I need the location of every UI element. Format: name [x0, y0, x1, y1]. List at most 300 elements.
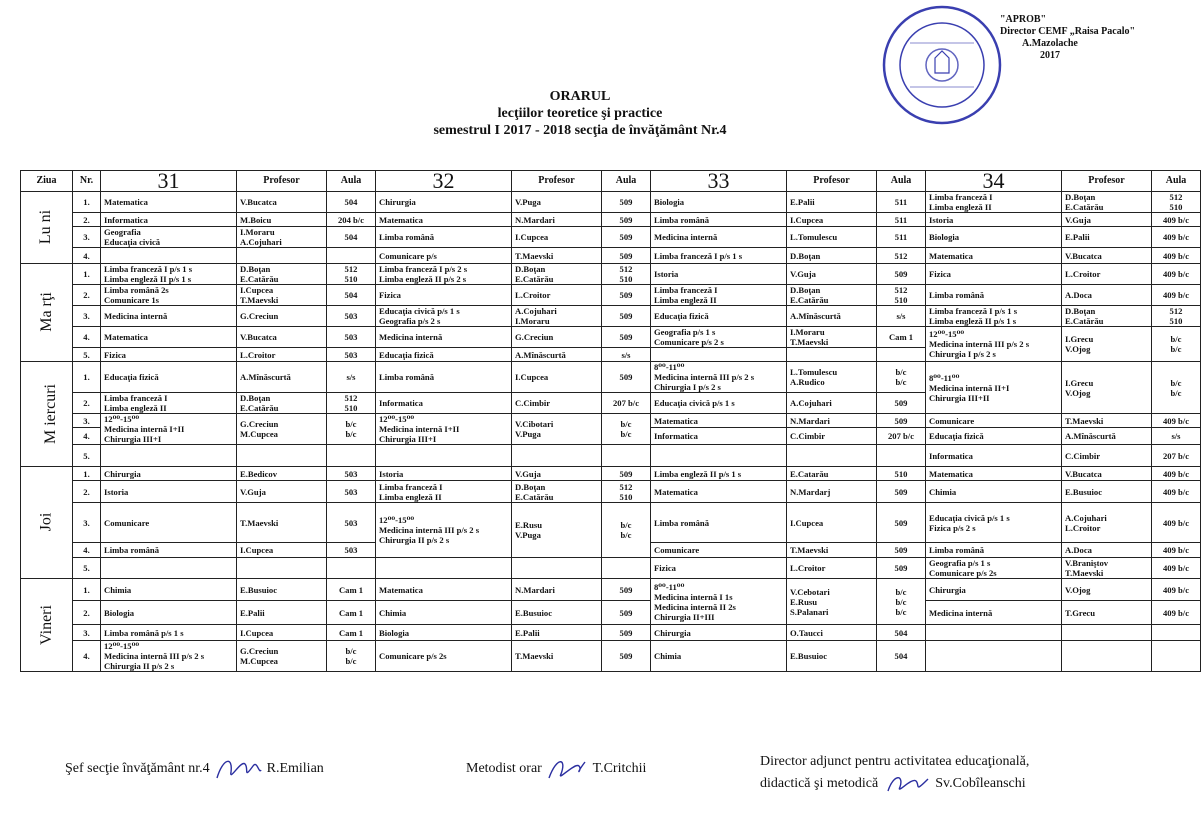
cell-line: Limba franceză I p/s 2 s	[379, 264, 468, 274]
group-33-teacher	[787, 428, 877, 445]
group-33-teacher	[787, 543, 877, 558]
schedule-row	[21, 601, 1201, 625]
cell-line: 509	[619, 250, 633, 261]
cell-line: Educaţia civică p/s 1 s	[654, 398, 735, 408]
group-33-teacher	[787, 348, 877, 362]
day-label	[21, 467, 73, 579]
cell-line: C.Cimbir	[515, 398, 551, 408]
group-34-room	[1152, 428, 1201, 445]
cell-line: Matematica	[654, 486, 698, 497]
group-34-subject	[926, 428, 1062, 445]
cell-line: 409 b/c	[1162, 269, 1190, 279]
group-32-subject	[376, 579, 512, 601]
group-34-teacher	[1062, 601, 1152, 625]
group-32-teacher	[512, 348, 602, 362]
cell-line: 409 b/c	[1162, 250, 1190, 261]
group-33-subject	[651, 248, 787, 264]
cell-line: Comunicare p/s 2 s	[654, 337, 724, 347]
footer-mid-title: Metodist orar	[466, 761, 542, 777]
group-33-subject	[651, 192, 787, 213]
cell-line: A.Mînăscurtă	[790, 311, 841, 321]
cell-line: 503	[344, 468, 358, 479]
cell-line: T.Maevski	[515, 250, 554, 261]
footer-right-name: Sv.Cobîleanschi	[935, 776, 1026, 792]
cell-line: 409 b/c	[1162, 232, 1190, 242]
group-34-teacher	[1062, 428, 1152, 445]
cell-line: b/c	[345, 419, 357, 429]
cell-line: V.Ojog	[1065, 584, 1091, 595]
cell-line: Chirurgia	[379, 197, 416, 207]
group-33-room	[877, 393, 926, 414]
cell-line: 409 b/c	[1162, 486, 1190, 497]
cell-line: A.Cojuhari	[1065, 512, 1107, 523]
group-32-teacher	[512, 393, 602, 414]
cell-line: I.Cupcea	[240, 627, 274, 638]
cell-line: I.Cupcea	[790, 214, 824, 225]
cell-line: 12⁰⁰-15⁰⁰	[104, 641, 140, 651]
group-32-subject	[376, 264, 512, 285]
cell-line: Geografia p/s 2 s	[379, 316, 441, 326]
group-32-subject	[376, 481, 512, 503]
group-34-room	[1152, 227, 1201, 248]
cell-line: 12⁰⁰-15⁰⁰	[929, 329, 965, 339]
title-line-2: lecţiilor teoretice şi practice	[497, 106, 663, 121]
lesson-number: 3.	[73, 414, 101, 428]
cell-line: D.Boţan	[790, 285, 821, 295]
cell-line: E.Palii	[1065, 232, 1090, 242]
lesson-number: 2.	[73, 213, 101, 227]
group-32-subject	[376, 327, 512, 348]
cell-line: 409 b/c	[1162, 607, 1190, 618]
cell-line: Matematica	[104, 332, 148, 342]
group-31-teacher	[237, 558, 327, 579]
cell-line: Medicina internă III p/s 2 s	[379, 525, 480, 535]
cell-line: Educaţia fizică	[929, 431, 984, 442]
group-31-room	[327, 264, 376, 285]
group-34-room	[1152, 481, 1201, 503]
schedule-row	[21, 558, 1201, 579]
group-33-room	[877, 362, 926, 393]
group-33-subject	[651, 625, 787, 641]
group-32-teacher	[512, 601, 602, 625]
group-33-room	[877, 445, 926, 467]
cell-line: 509	[894, 415, 908, 426]
group-31-subject	[101, 414, 237, 445]
cell-line: 509	[619, 627, 633, 638]
cell-line: T.Maevski	[1065, 568, 1104, 578]
footer-mid-name: T.Critchii	[592, 761, 647, 777]
group-33-teacher	[787, 306, 877, 327]
header-aula: Aula	[602, 171, 651, 192]
group-34-subject	[926, 467, 1062, 481]
cell-line: Limba engleză II p/s 1 s	[104, 274, 192, 284]
group-33-teacher	[787, 558, 877, 579]
cell-line: 503	[344, 517, 358, 528]
group-31-subject	[101, 543, 237, 558]
group-34-room	[1152, 445, 1201, 467]
cell-line: 511	[894, 232, 908, 242]
lesson-number: 1.	[73, 362, 101, 393]
group-32-subject	[376, 393, 512, 414]
cell-line: Istoria	[654, 269, 679, 279]
group-32-subject	[376, 306, 512, 327]
cell-line: G.Creciun	[240, 646, 279, 656]
group-32-subject	[376, 625, 512, 641]
approval-heading: "APROB"	[1000, 14, 1047, 25]
group-34-subject	[926, 558, 1062, 579]
schedule-row	[21, 481, 1201, 503]
header-profesor: Profesor	[1062, 171, 1152, 192]
cell-line: 204 b/c	[337, 214, 365, 225]
cell-line: 510	[894, 468, 908, 479]
cell-line: b/c	[895, 596, 907, 607]
cell-line: 503	[344, 545, 358, 555]
cell-line: Fizica	[379, 290, 401, 300]
group-31-teacher	[237, 264, 327, 285]
group-34-subject	[926, 248, 1062, 264]
group-31-room	[327, 362, 376, 393]
group-34-room	[1152, 192, 1201, 213]
group-34-teacher	[1062, 503, 1152, 543]
group-32-teacher	[512, 227, 602, 248]
group-33-teacher	[787, 503, 877, 543]
group-33-room	[877, 543, 926, 558]
schedule-row	[21, 248, 1201, 264]
cell-line: E.Busuioc	[1065, 486, 1103, 497]
group-34-room	[1152, 503, 1201, 543]
lesson-number: 2.	[73, 285, 101, 306]
header-group-32: 32	[376, 171, 512, 192]
group-32-subject	[376, 192, 512, 213]
group-33-room	[877, 625, 926, 641]
cell-line: I.Cupcea	[515, 372, 549, 382]
cell-line: Comunicare	[929, 415, 975, 426]
group-34-teacher	[1062, 192, 1152, 213]
cell-line: L.Croitor	[1065, 269, 1101, 279]
group-31-subject	[101, 285, 237, 306]
group-32-room	[602, 558, 651, 579]
cell-line: 504	[344, 197, 358, 207]
title-line-3: semestrul I 2017 - 2018 secţia de învăţământ Nr.4	[433, 123, 727, 138]
approval-block	[1000, 14, 1136, 62]
cell-line: A.Cojuhari	[240, 237, 282, 247]
cell-line: Comunicare p/s 2s	[929, 568, 997, 578]
cell-line: Medicina internă I 1s	[654, 591, 733, 602]
group-31-subject	[101, 306, 237, 327]
group-33-teacher	[787, 445, 877, 467]
header-aula: Aula	[877, 171, 926, 192]
group-32-teacher	[512, 467, 602, 481]
group-31-subject	[101, 327, 237, 348]
cell-line: D.Boţan	[515, 481, 546, 492]
schedule-row	[21, 641, 1201, 672]
group-32-room	[602, 348, 651, 362]
group-32-room	[602, 503, 651, 558]
cell-line: T.Maevski	[515, 651, 554, 661]
group-32-teacher	[512, 445, 602, 467]
group-33-subject	[651, 467, 787, 481]
cell-line: I.Cupcea	[790, 517, 824, 528]
cell-line: D.Boţan	[1065, 306, 1096, 316]
group-34-subject	[926, 285, 1062, 306]
cell-line: Medicina internă I+II	[379, 424, 460, 434]
cell-line: S.Palanari	[790, 606, 829, 617]
cell-line: 512	[894, 285, 908, 295]
group-34-room	[1152, 264, 1201, 285]
signature-right	[882, 771, 932, 797]
group-34-teacher	[1062, 306, 1152, 327]
cell-line: Comunicare 1s	[104, 295, 159, 305]
group-32-teacher	[512, 625, 602, 641]
group-33-room	[877, 579, 926, 625]
group-33-subject	[651, 227, 787, 248]
group-32-room	[602, 641, 651, 672]
cell-line: Limba română 2s	[104, 285, 169, 295]
group-32-subject	[376, 285, 512, 306]
group-31-room	[327, 414, 376, 445]
lesson-number: 4.	[73, 327, 101, 348]
group-31-teacher	[237, 625, 327, 641]
group-32-room	[602, 481, 651, 503]
group-32-subject	[376, 248, 512, 264]
cell-line: Chirurgia II+III	[654, 611, 715, 622]
header-aula: Aula	[327, 171, 376, 192]
group-31-room	[327, 625, 376, 641]
signature-left	[213, 752, 263, 786]
schedule-row	[21, 414, 1201, 428]
cell-line: Chimia	[379, 607, 407, 618]
cell-line: 504	[894, 627, 908, 638]
cell-line: Matematica	[929, 468, 973, 479]
group-31-room	[327, 306, 376, 327]
group-33-room	[877, 467, 926, 481]
group-33-subject	[651, 503, 787, 543]
group-31-subject	[101, 467, 237, 481]
group-34-teacher	[1062, 481, 1152, 503]
cell-line: 512	[344, 264, 358, 274]
cell-line: I.Moraru	[790, 327, 825, 337]
cell-line: Limba română	[929, 290, 984, 300]
cell-line: T.Maevski	[790, 545, 829, 555]
cell-line: N.Mardari	[790, 415, 830, 426]
group-34-subject	[926, 327, 1062, 362]
cell-line: Fizica	[929, 269, 951, 279]
group-32-subject	[376, 213, 512, 227]
day-name: M iercuri	[41, 383, 59, 444]
lesson-number: 2.	[73, 393, 101, 414]
group-32-room	[602, 625, 651, 641]
cell-line: Limba engleză II	[654, 295, 717, 305]
group-33-room	[877, 264, 926, 285]
cell-line: Limba română	[654, 214, 709, 225]
group-33-room	[877, 327, 926, 348]
header-group-31: 31	[101, 171, 237, 192]
cell-line: M.Cupcea	[240, 656, 278, 666]
group-34-subject	[926, 481, 1062, 503]
group-32-room	[602, 579, 651, 601]
lesson-number: 1.	[73, 264, 101, 285]
cell-line: Educaţia civică p/s 1 s	[929, 512, 1010, 523]
cell-line: Limba franceză I	[654, 285, 718, 295]
schedule-row	[21, 227, 1201, 248]
cell-line: 509	[619, 651, 633, 661]
cell-line: Chimia	[104, 584, 132, 595]
cell-line: 512	[1169, 306, 1183, 316]
lesson-number: 4.	[73, 641, 101, 672]
title-line-1: ORARUL	[549, 89, 611, 104]
group-32-teacher	[512, 414, 602, 445]
cell-line: Informatica	[654, 431, 698, 442]
cell-line: 509	[619, 290, 633, 300]
approval-year: 2017	[1040, 50, 1060, 61]
cell-line: s/s	[896, 311, 906, 321]
group-32-room	[602, 393, 651, 414]
group-32-subject	[376, 503, 512, 558]
lesson-number: 2.	[73, 481, 101, 503]
cell-line: Informatica	[379, 398, 423, 408]
cell-line: Educaţia fizică	[379, 349, 434, 360]
cell-line: b/c	[345, 429, 357, 439]
day-name: Vineri	[37, 604, 55, 645]
group-31-subject	[101, 227, 237, 248]
group-33-room	[877, 481, 926, 503]
cell-line: 510	[619, 491, 633, 502]
schedule-row	[21, 503, 1201, 543]
cell-line: V.Guja	[790, 269, 816, 279]
cell-line: Limba franceză I p/s 1 s	[104, 264, 193, 274]
day-label	[21, 579, 73, 672]
cell-line: E.Rusu	[515, 520, 542, 530]
lesson-number: 3.	[73, 625, 101, 641]
cell-line: 510	[344, 403, 358, 413]
cell-line: b/c	[895, 606, 907, 617]
cell-line: 512	[1169, 192, 1183, 202]
group-33-teacher	[787, 393, 877, 414]
group-31-room	[327, 285, 376, 306]
cell-line: E.Catărău	[515, 491, 554, 502]
group-34-room	[1152, 601, 1201, 625]
cell-line: Istoria	[929, 214, 954, 225]
group-34-subject	[926, 362, 1062, 414]
group-34-room	[1152, 248, 1201, 264]
cell-line: b/c	[1170, 377, 1182, 388]
group-34-subject	[926, 445, 1062, 467]
group-33-teacher	[787, 625, 877, 641]
group-34-teacher	[1062, 414, 1152, 428]
group-33-subject	[651, 348, 787, 362]
cell-line: Matematica	[379, 584, 423, 595]
group-33-subject	[651, 543, 787, 558]
cell-line: E.Busuioc	[240, 584, 278, 595]
signature-middle	[545, 752, 589, 786]
cell-line: Cam 1	[338, 627, 364, 638]
schedule-row	[21, 327, 1201, 348]
cell-line: Geografia p/s 1 s	[929, 558, 991, 568]
cell-line: E.Catărău	[1065, 202, 1104, 212]
cell-line: 504	[344, 290, 358, 300]
group-34-subject	[926, 579, 1062, 601]
group-34-teacher	[1062, 467, 1152, 481]
cell-line: E.Rusu	[790, 596, 817, 607]
group-34-subject	[926, 227, 1062, 248]
cell-line: Fizica p/s 2 s	[929, 522, 976, 533]
cell-line: A.Cojuhari	[790, 398, 832, 408]
group-31-room	[327, 579, 376, 601]
cell-line: I.Cupcea	[240, 545, 274, 555]
lesson-number: 1.	[73, 579, 101, 601]
cell-line: V.Puga	[515, 530, 541, 540]
group-34-teacher	[1062, 227, 1152, 248]
header-group-33: 33	[651, 171, 787, 192]
group-31-subject	[101, 641, 237, 672]
group-33-teacher	[787, 327, 877, 348]
cell-line: s/s	[621, 349, 631, 360]
group-31-teacher	[237, 503, 327, 543]
cell-line: 510	[1169, 202, 1183, 212]
group-32-room	[602, 414, 651, 445]
cell-line: V.Guja	[1065, 214, 1091, 225]
cell-line: 509	[619, 214, 633, 225]
cell-line: 503	[344, 332, 358, 342]
group-31-teacher	[237, 445, 327, 467]
group-33-room	[877, 248, 926, 264]
cell-line: Educaţia fizică	[654, 311, 709, 321]
group-31-teacher	[237, 306, 327, 327]
header-profesor: Profesor	[237, 171, 327, 192]
cell-line: Comunicare	[654, 545, 700, 555]
group-32-room	[602, 248, 651, 264]
group-34-subject	[926, 601, 1062, 625]
cell-line: Educaţia fizică	[104, 372, 159, 382]
lesson-number: 1.	[73, 467, 101, 481]
group-34-room	[1152, 362, 1201, 414]
group-31-teacher	[237, 481, 327, 503]
cell-line: Chirurgia	[929, 584, 966, 595]
cell-line: E.Catarău	[790, 468, 829, 479]
group-31-room	[327, 192, 376, 213]
cell-line: G.Creciun	[515, 332, 554, 342]
group-31-teacher	[237, 543, 327, 558]
cell-line: Limba engleză II p/s 1 s	[929, 316, 1017, 326]
cell-line: A.Cojuhari	[515, 306, 557, 316]
cell-line: V.Cibotari	[515, 419, 554, 429]
cell-line: 409 b/c	[1162, 290, 1190, 300]
group-32-teacher	[512, 248, 602, 264]
cell-line: V.Bucatca	[240, 332, 277, 342]
cell-line: A.Mînăscurtă	[515, 349, 566, 360]
cell-line: E.Bedicov	[240, 468, 278, 479]
group-32-room	[602, 467, 651, 481]
group-34-teacher	[1062, 625, 1152, 641]
day-label	[21, 192, 73, 264]
cell-line: N.Mardari	[515, 214, 555, 225]
group-31-room	[327, 641, 376, 672]
group-34-teacher	[1062, 641, 1152, 672]
header-group-34: 34	[926, 171, 1062, 192]
group-32-room	[602, 362, 651, 393]
group-33-teacher	[787, 467, 877, 481]
group-34-teacher	[1062, 213, 1152, 227]
cell-line: I.Moraru	[515, 316, 550, 326]
group-31-subject	[101, 558, 237, 579]
cell-line: Limba franceză I	[104, 393, 168, 403]
group-34-subject	[926, 543, 1062, 558]
group-33-room	[877, 641, 926, 672]
group-33-teacher	[787, 285, 877, 306]
group-31-subject	[101, 445, 237, 467]
group-34-room	[1152, 558, 1201, 579]
group-31-room	[327, 558, 376, 579]
